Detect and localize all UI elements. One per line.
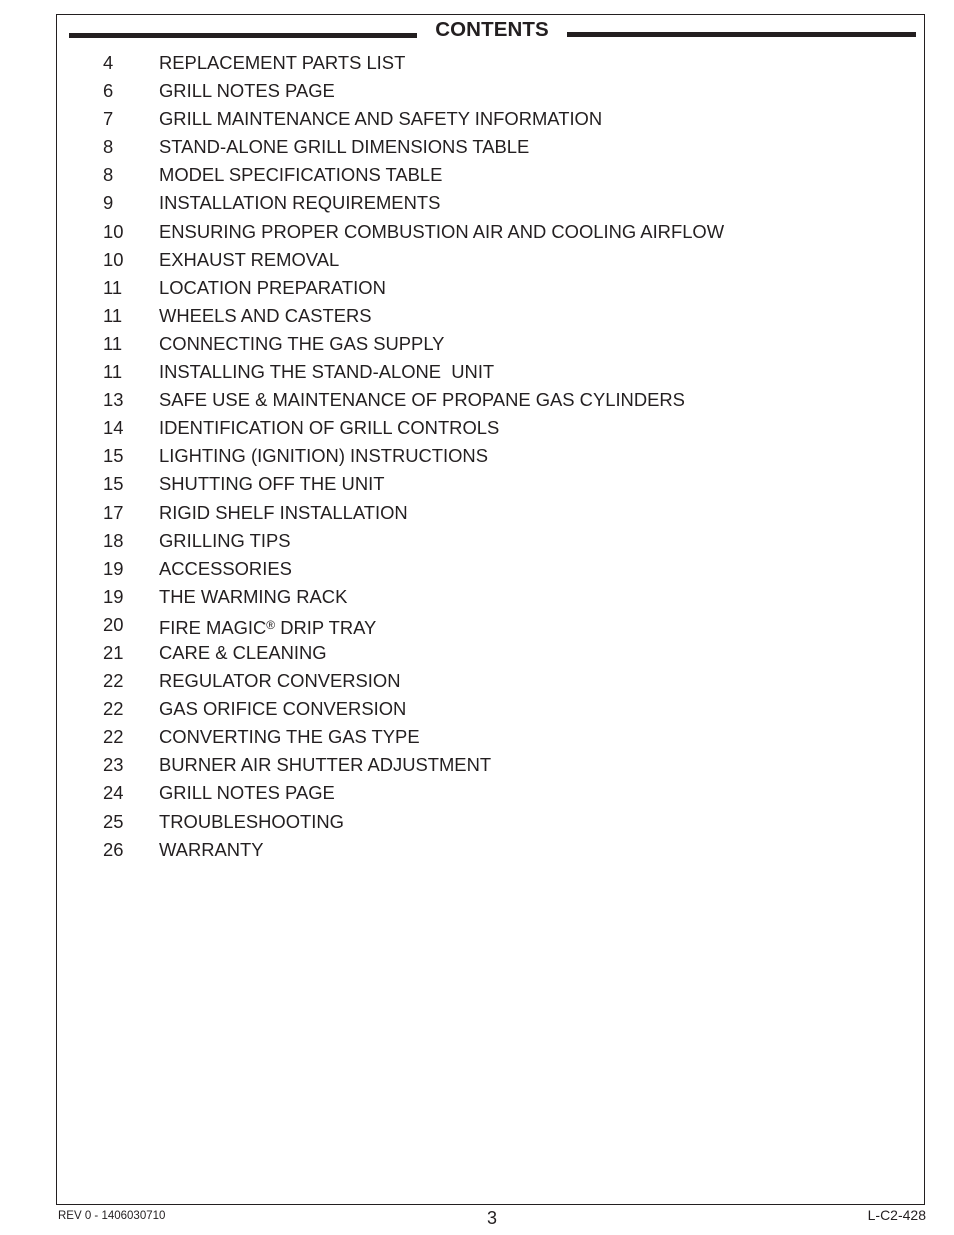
toc-title: GRILL MAINTENANCE AND SAFETY INFORMATION bbox=[159, 108, 603, 130]
toc-entry bbox=[0, 330, 954, 358]
toc-title: LIGHTING (IGNITION) INSTRUCTIONS bbox=[159, 445, 488, 467]
page-number: 3 bbox=[486, 1208, 497, 1228]
toc-page-number: 23 bbox=[103, 754, 124, 776]
toc-entry bbox=[0, 808, 954, 836]
toc-entry bbox=[0, 442, 954, 470]
toc-title: WHEELS AND CASTERS bbox=[159, 304, 372, 326]
toc-title: BURNER AIR SHUTTER ADJUSTMENT bbox=[159, 754, 492, 776]
toc-page-number: 21 bbox=[103, 641, 124, 663]
toc-page-number: 10 bbox=[103, 220, 124, 242]
toc-entry bbox=[0, 836, 954, 864]
toc-title: LOCATION PREPARATION bbox=[159, 276, 386, 298]
revision-label: REV 0 - 1406030710 bbox=[58, 1210, 166, 1222]
toc-title: GRILLING TIPS bbox=[159, 529, 291, 551]
toc-page-number: 14 bbox=[103, 417, 124, 439]
toc-entry bbox=[0, 723, 954, 751]
toc-page-number: 22 bbox=[103, 698, 124, 720]
toc-entry bbox=[0, 161, 954, 189]
toc-title: STAND-ALONE GRILL DIMENSIONS TABLE bbox=[159, 136, 530, 158]
toc-page-number: 11 bbox=[103, 304, 123, 326]
toc-title-text: FIRE MAGIC bbox=[159, 616, 267, 638]
toc-title: RIGID SHELF INSTALLATION bbox=[159, 501, 408, 523]
toc-title: INSTALLING THE STAND-ALONE UNIT bbox=[159, 361, 495, 383]
toc-title: CARE & CLEANING bbox=[159, 641, 327, 663]
toc-page-number: 8 bbox=[103, 164, 114, 186]
toc-title: ACCESSORIES bbox=[159, 557, 292, 579]
toc-entry bbox=[0, 555, 954, 583]
toc-entry bbox=[0, 527, 954, 555]
toc-title: REPLACEMENT PARTS LIST bbox=[159, 52, 406, 73]
toc-title: CONVERTING THE GAS TYPE bbox=[159, 726, 420, 748]
toc-title: GRILL NOTES PAGE bbox=[159, 80, 335, 102]
heading-rule-left bbox=[69, 33, 417, 38]
toc-page-number: 11 bbox=[103, 332, 123, 354]
toc-page-number: 22 bbox=[103, 670, 124, 692]
toc-entry bbox=[0, 105, 954, 133]
toc-page-number: 26 bbox=[103, 838, 124, 860]
toc-title: WARRANTY bbox=[159, 838, 264, 860]
toc-title: GRILL NOTES PAGE bbox=[159, 782, 335, 804]
toc-page-number: 4 bbox=[103, 52, 114, 73]
toc-page-number: 11 bbox=[103, 361, 123, 383]
toc-entry bbox=[0, 611, 954, 639]
toc-title: SHUTTING OFF THE UNIT bbox=[159, 473, 385, 495]
toc-title: THE WARMING RACK bbox=[159, 585, 348, 607]
toc-title: IDENTIFICATION OF GRILL CONTROLS bbox=[159, 417, 500, 439]
toc-page-number: 9 bbox=[103, 192, 114, 214]
toc-title: ENSURING PROPER COMBUSTION AIR AND COOLING AIRFLOW bbox=[159, 220, 725, 242]
toc-page-number: 24 bbox=[103, 782, 124, 804]
toc-title bbox=[159, 611, 376, 642]
toc-entry bbox=[0, 189, 954, 217]
toc-entry bbox=[0, 499, 954, 527]
toc-title: TROUBLESHOOTING bbox=[159, 810, 344, 832]
toc-page-number: 25 bbox=[103, 810, 124, 832]
toc-page-number: 19 bbox=[103, 585, 124, 607]
toc-entry bbox=[0, 77, 954, 105]
toc-entry bbox=[0, 302, 954, 330]
toc-page-number: 11 bbox=[103, 276, 123, 298]
toc-entry bbox=[0, 639, 954, 667]
toc-page-number: 13 bbox=[103, 389, 124, 411]
toc-page-number: 10 bbox=[103, 248, 124, 270]
toc-entry bbox=[0, 133, 954, 161]
toc-entry bbox=[0, 695, 954, 723]
toc-title: INSTALLATION REQUIREMENTS bbox=[159, 192, 441, 214]
toc-entry bbox=[0, 386, 954, 414]
toc-entry bbox=[0, 218, 954, 246]
toc-page-number: 19 bbox=[103, 557, 124, 579]
registered-trademark-mark: ® bbox=[266, 617, 276, 632]
toc-title: SAFE USE & MAINTENANCE OF PROPANE GAS CYLINDERS bbox=[159, 389, 685, 411]
toc-entry bbox=[0, 274, 954, 302]
toc-page-number: 15 bbox=[103, 445, 124, 467]
toc-page-number: 20 bbox=[103, 613, 124, 635]
toc-page-number: 17 bbox=[103, 501, 124, 523]
contents-heading: CONTENTS bbox=[435, 18, 549, 41]
toc-entry bbox=[0, 414, 954, 442]
toc-page-number: 22 bbox=[103, 726, 124, 748]
toc-page-number: 15 bbox=[103, 473, 124, 495]
toc-entry bbox=[0, 246, 954, 274]
toc-page-number: 6 bbox=[103, 80, 114, 102]
toc-page-number: 7 bbox=[103, 108, 114, 130]
toc-title: MODEL SPECIFICATIONS TABLE bbox=[159, 164, 443, 186]
toc-entry bbox=[0, 49, 954, 77]
toc-entry bbox=[0, 358, 954, 386]
toc-entry bbox=[0, 470, 954, 498]
toc-title: REGULATOR CONVERSION bbox=[159, 670, 401, 692]
document-code: L-C2-428 bbox=[867, 1207, 926, 1223]
table-of-contents bbox=[0, 49, 954, 864]
toc-entry bbox=[0, 779, 954, 807]
toc-page-number: 18 bbox=[103, 529, 124, 551]
toc-title: EXHAUST REMOVAL bbox=[159, 248, 340, 270]
toc-entry bbox=[0, 751, 954, 779]
toc-title: CONNECTING THE GAS SUPPLY bbox=[159, 332, 445, 354]
toc-entry bbox=[0, 667, 954, 695]
toc-title: GAS ORIFICE CONVERSION bbox=[159, 698, 407, 720]
toc-page-number: 8 bbox=[103, 136, 114, 158]
toc-title-text-after: DRIP TRAY bbox=[275, 616, 377, 638]
toc-entry bbox=[0, 583, 954, 611]
heading-rule-right bbox=[567, 32, 916, 37]
